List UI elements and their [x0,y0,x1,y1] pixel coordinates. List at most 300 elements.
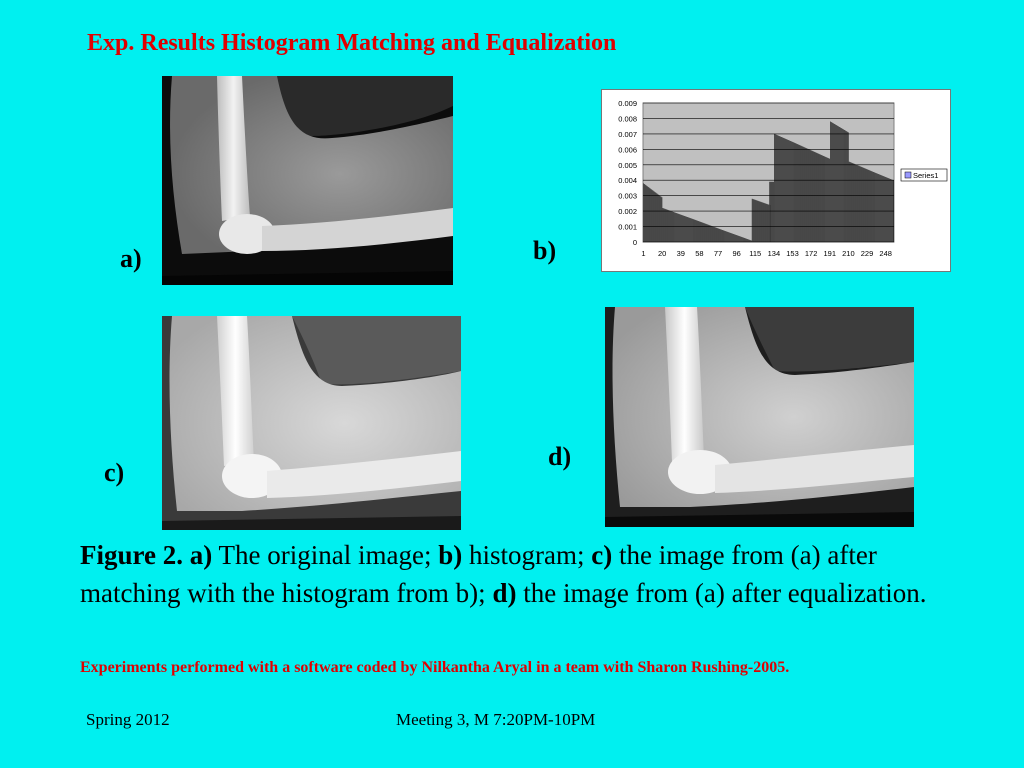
histogram-bar [771,182,772,242]
histogram-bar [833,123,834,242]
histogram-bar [850,162,851,242]
histogram-bar [801,146,802,242]
histogram-bar [684,216,685,242]
histogram-bar [786,139,787,242]
histogram-bar [656,193,657,242]
histogram-bar [839,127,840,242]
histogram-bar [872,172,873,242]
caption-c-text: the image from (a) after matching with the histogram from b); [80,540,877,608]
histogram-bar [744,238,745,242]
histogram-bar [729,233,730,242]
histogram-bar [723,230,724,242]
histogram-bar [746,239,747,242]
histogram-bar [797,144,798,242]
histogram-bar [798,144,799,242]
histogram-bar [700,222,701,242]
histogram-bar [695,220,696,242]
histogram-bar [655,192,656,242]
histogram-bar [860,166,861,242]
histogram-bar [838,126,839,242]
histogram-bar [721,230,722,242]
histogram-bar [853,163,854,242]
caption-a-text: The original image; [218,540,432,570]
histogram-bar [827,158,828,242]
histogram-bar [705,224,706,242]
y-tick-label: 0.004 [618,176,637,186]
histogram-bar [814,152,815,242]
histogram-bar [768,204,769,242]
histogram-bar [711,226,712,242]
histogram-bar [873,172,874,242]
histogram-bar [747,239,748,242]
histogram-bar [809,149,810,242]
footer-date: Spring 2012 [86,710,170,729]
histogram-bar [830,122,831,242]
histogram-bar [718,228,719,242]
histogram-bar [748,239,749,242]
histogram-bar [648,187,649,242]
x-tick-label: 248 [879,249,892,258]
histogram-bar [720,229,721,242]
histogram-bar [668,210,669,242]
histogram-bar [890,179,891,242]
histogram-bar [690,218,691,242]
histogram-bar [802,146,803,242]
histogram-bar [803,147,804,242]
histogram-bar [654,191,655,242]
histogram-bar [812,151,813,242]
histogram-bar [782,137,783,242]
histogram-bar [692,219,693,242]
histogram-bar [652,190,653,242]
histogram-bar [864,168,865,242]
histogram-bar [804,147,805,242]
histogram-bar [886,177,887,242]
label-d: d) [548,442,572,471]
histogram-bar [847,132,848,242]
histogram-bar [815,152,816,242]
histogram-bar [828,158,829,242]
histogram-bar [788,140,789,242]
histogram-bar [706,224,707,242]
histogram-bar [731,233,732,242]
credit-line: Experiments performed with a software coded by Nilkantha Aryal in a team with Sharon Rushing-2005. [80,659,790,676]
y-tick-label: 0 [632,238,637,247]
histogram-bar [673,212,674,242]
histogram-bar [851,163,852,242]
histogram-bar [734,234,735,242]
histogram-bar [806,148,807,242]
histogram-bar [842,129,843,242]
histogram-bar [831,122,832,242]
histogram-bar [844,130,845,242]
histogram-bar [800,145,801,242]
histogram-bar [767,204,768,242]
histogram-bar [758,201,759,242]
histogram-bar [710,225,711,242]
histogram-bar [882,176,883,242]
histogram-bar [722,230,723,242]
histogram-bar [736,235,737,242]
histogram-bar [645,185,646,242]
histogram-bar [681,215,682,242]
histogram-bar [789,141,790,242]
histogram-bar [849,162,850,242]
caption-b-label: b) [438,540,463,570]
slide-title: Exp. Results Histogram Matching and Equalization [87,30,617,56]
histogram-bar [818,153,819,242]
histogram-bar [714,227,715,242]
histogram-bar [867,169,868,242]
histogram-bar [863,167,864,242]
y-tick-label: 0.007 [618,129,637,139]
histogram-bar [877,174,878,242]
histogram-bar [819,154,820,242]
histogram-bar [704,223,705,242]
histogram-bar [774,134,775,242]
label-a: a) [120,244,142,273]
histogram-bar [693,219,694,242]
histogram-bar [780,137,781,242]
histogram-bar [694,220,695,242]
label-c: c) [104,458,125,487]
histogram-bar [889,179,890,242]
histogram-bar [821,155,822,242]
x-tick-label: 172 [804,249,818,258]
y-tick-label: 0.002 [618,207,637,217]
histogram-bar [792,142,793,242]
x-tick-label: 153 [786,249,799,258]
histogram-bar [770,182,771,242]
y-tick-label: 0.001 [618,222,637,232]
caption-b-text: histogram; [468,540,585,570]
histogram-bar [665,209,666,242]
histogram-bar [658,194,659,242]
histogram-bar [878,174,879,242]
histogram-bar [784,138,785,242]
histogram-bar [663,208,664,242]
histogram-bar [733,234,734,242]
histogram-bar [703,223,704,242]
histogram-bar [846,131,847,242]
histogram-bar [685,216,686,242]
histogram-bar [739,236,740,242]
histogram-bar [643,183,644,242]
histogram-bar [745,238,746,242]
legend-swatch [905,172,911,178]
histogram-bar [760,202,761,242]
histogram-bar [826,157,827,242]
histogram-bar [691,218,692,242]
histogram-bar [651,189,652,242]
histogram-bar [646,186,647,242]
x-tick-label: 96 [732,249,741,258]
histogram-bar [750,240,751,242]
histogram-bar [799,145,800,242]
histogram-bar [785,139,786,242]
histogram-bar [869,170,870,242]
histogram-bar [855,164,856,242]
histogram-bar [647,186,648,242]
histogram-bar [834,124,835,242]
histogram-bar [713,226,714,242]
histogram-bar [829,159,830,242]
y-tick-label: 0.008 [618,114,637,124]
histogram-bar [813,151,814,242]
histogram-bar [868,170,869,242]
histogram-bar [854,164,855,242]
histogram-bar [737,235,738,242]
histogram-bar [874,172,875,242]
histogram-bar [791,141,792,242]
histogram-bar [676,213,677,242]
histogram-bar [644,184,645,242]
histogram-bar [881,175,882,242]
histogram-bar [738,236,739,242]
histogram-bar [709,225,710,242]
histogram-bar [777,135,778,242]
histogram-bar [715,227,716,242]
histogram-bar [778,136,779,242]
histogram-bar [887,178,888,242]
x-tick-label: 115 [749,249,762,258]
histogram-bar [779,136,780,242]
histogram-bar [856,165,857,242]
histogram-bar [822,156,823,242]
histogram-bar [876,173,877,242]
histogram-bar [742,237,743,242]
histogram-bar [702,222,703,242]
histogram-bar [891,179,892,242]
histogram-bar [835,125,836,242]
y-tick-label: 0.009 [618,99,637,108]
histogram-bar [808,149,809,242]
histogram-bar [764,203,765,242]
histogram-bar [848,132,849,242]
histogram-bar [820,155,821,242]
histogram-bar [762,202,763,242]
footer-meeting: Meeting 3, M 7:20PM-10PM [396,710,596,729]
histogram-bar [683,216,684,242]
histogram-bar [769,205,770,242]
histogram-bar [775,134,776,242]
histogram-bar [776,135,777,242]
histogram-bar [761,202,762,242]
x-tick-label: 210 [842,249,855,258]
x-tick-label: 229 [860,249,874,258]
x-tick-label: 77 [713,249,723,258]
histogram-bar [730,233,731,242]
histogram-bar [861,167,862,242]
histogram-bar [653,191,654,242]
histogram-bar [757,200,758,242]
histogram-bar [667,209,668,242]
histogram-bar [819,154,820,242]
histogram-bar [796,144,797,242]
histogram-bar [790,141,791,242]
histogram-bar [672,212,673,242]
histogram-bar [884,177,885,242]
histogram-bar [740,236,741,242]
histogram-bar [892,180,893,242]
x-tick-label: 1 [641,249,646,258]
image-equalized [605,307,914,527]
y-tick-label: 0.003 [618,191,637,201]
legend-label: Series1 [913,171,939,180]
histogram-bar [753,199,754,242]
histogram-bar [840,128,841,242]
histogram-bar [677,213,678,242]
histogram-bar [680,215,681,242]
histogram-bar [781,137,782,242]
histogram-bar [662,197,663,242]
caption-d-label: d) [492,578,517,608]
caption-a-label: a) [189,540,213,570]
histogram-bar [649,188,650,242]
histogram-bar [795,143,796,242]
histogram-bar [858,165,859,242]
histogram-bar [875,173,876,242]
histogram-bar [843,129,844,242]
histogram-bar [810,150,811,242]
histogram-bar [708,225,709,242]
histogram-chart [601,89,951,272]
histogram-bar [871,171,872,242]
histogram-bar [650,188,651,242]
histogram-bar [852,163,853,242]
histogram-bar [825,157,826,242]
histogram-bar [732,234,733,242]
histogram-bar [659,195,660,242]
histogram-bar [741,237,742,242]
histogram-bar [885,177,886,242]
histogram-bar [870,171,871,242]
histogram-bar [763,203,764,242]
histogram-bar [751,240,752,242]
histogram-bar [824,156,825,242]
histogram-bar [865,168,866,242]
histogram-bar [743,238,744,242]
histogram-bar [688,217,689,242]
histogram-bar [661,196,662,242]
histogram-bar [769,182,770,242]
histogram-bar [765,203,766,242]
histogram-bar [816,152,817,242]
histogram-bar [759,201,760,242]
histogram-bar [718,229,719,242]
x-tick-label: 191 [823,249,837,258]
image-original [162,76,453,285]
histogram-bar [859,166,860,242]
histogram-bar [697,221,698,242]
histogram-bar [845,131,846,242]
y-tick-label: 0.006 [618,145,637,155]
histogram-bar [862,167,863,242]
histogram-bar [805,148,806,242]
histogram-bar [793,142,794,242]
histogram-bar [670,211,671,242]
histogram-bar [696,220,697,242]
histogram-bar [807,148,808,242]
histogram-bar [880,175,881,242]
histogram-bar [668,210,669,242]
histogram-bar [664,208,665,242]
histogram-bar [866,169,867,242]
histogram-bar [823,156,824,242]
x-tick-label: 39 [676,249,685,258]
histogram-bar [754,199,755,242]
caption-d-text: the image from (a) after equalization. [523,578,927,608]
x-tick-label: 134 [767,249,781,258]
histogram-bar [712,226,713,242]
histogram-bar [669,211,670,242]
x-tick-label: 58 [695,249,704,258]
histogram-bar [766,204,767,242]
histogram-bar [660,196,661,242]
histogram-bar [783,138,784,242]
histogram-bar [698,221,699,242]
histogram-bar [752,199,753,242]
histogram-bar [893,180,894,242]
histogram-bar [716,227,717,242]
histogram-bar [728,232,729,242]
histogram-bar [727,232,728,242]
histogram-bar [883,176,884,242]
histogram-bar [837,126,838,242]
histogram-bar [756,200,757,242]
histogram-bar [699,221,700,242]
histogram-bar [679,214,680,242]
histogram-bar [675,213,676,242]
caption-figure-label: Figure 2. [80,540,183,570]
histogram-bar [811,150,812,242]
histogram-bar [687,217,688,242]
histogram-bar [817,153,818,242]
histogram-bar [787,140,788,242]
histogram-bar [657,194,658,242]
histogram-bar [726,231,727,242]
histogram-bar [841,128,842,242]
histogram-bar [682,215,683,242]
histogram-bar [888,178,889,242]
histogram-bar [773,182,774,242]
histogram-bar [717,228,718,242]
histogram-bar [671,211,672,242]
histogram-bar [724,231,725,242]
histogram-bar [869,170,870,242]
histogram-bar [832,123,833,242]
histogram-bar [674,212,675,242]
histogram-bar [689,218,690,242]
histogram-bar [755,200,756,242]
histogram-bar [749,240,750,242]
histogram-bar [666,209,667,242]
histogram-bar [772,182,773,242]
histogram-bar [678,214,679,242]
histogram-bar [857,165,858,242]
histogram-bar [879,174,880,242]
image-matched [162,316,461,530]
histogram-bar [719,229,720,242]
histogram-bar [794,143,795,242]
histogram-bar [836,125,837,242]
histogram-bar [735,235,736,242]
x-tick-label: 20 [657,249,667,258]
histogram-bar [686,217,687,242]
histogram-bar [701,222,702,242]
histogram-bar [725,231,726,242]
y-tick-label: 0.005 [618,160,637,170]
